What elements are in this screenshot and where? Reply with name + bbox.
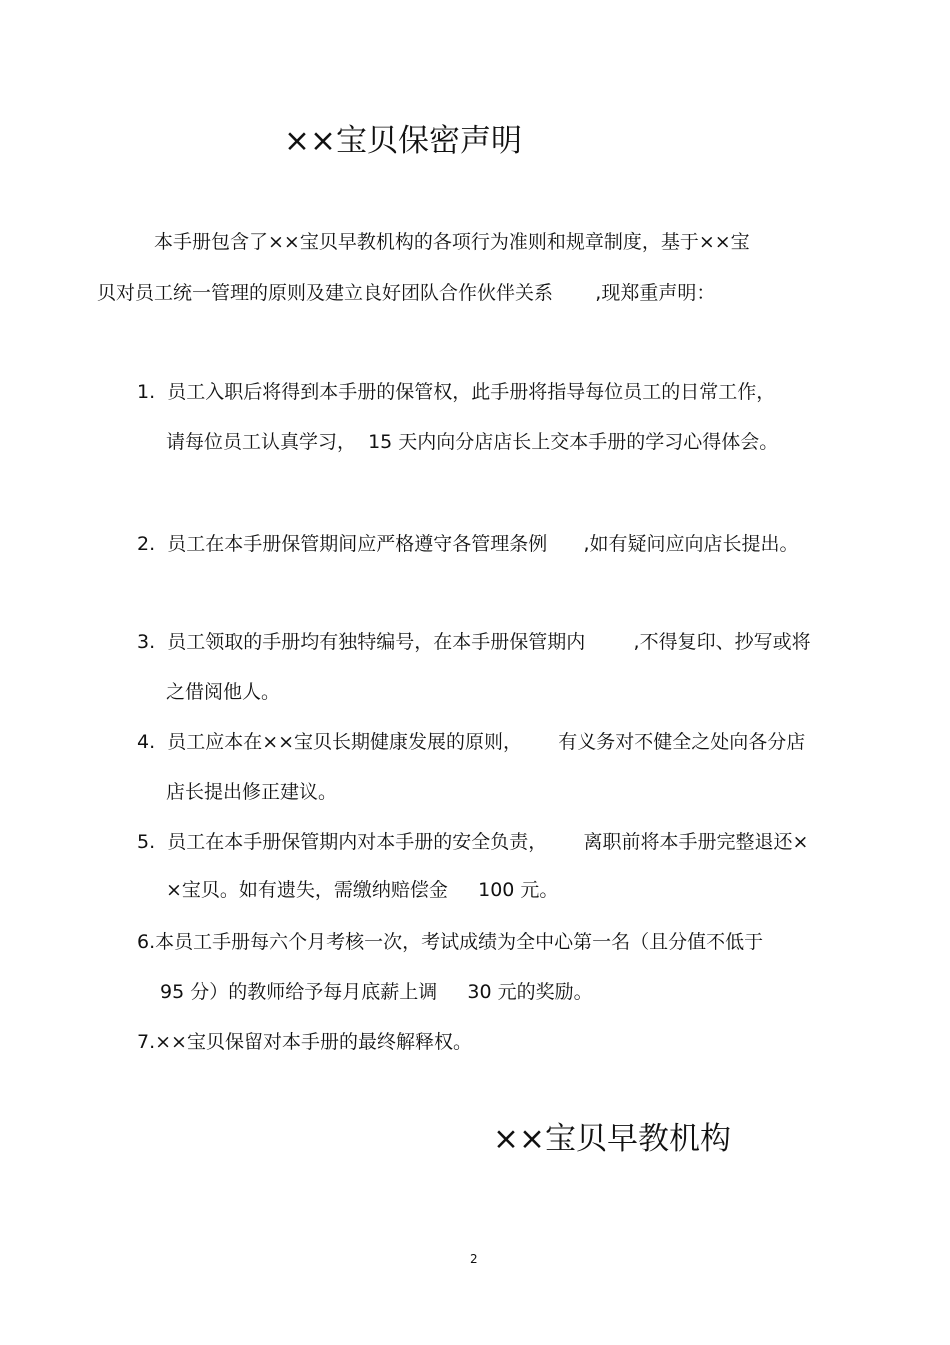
item-6-line-1: 6.本员工手册每六个月考核一次，考试成绩为全中心第一名（且分值不低于	[137, 931, 764, 953]
document-title: ××宝贝保密声明	[284, 123, 522, 159]
intro-line-2: 贝对员工统一管理的原则及建立良好团队合作伙伴关系 ,现郑重声明：	[97, 282, 716, 304]
item-2-line-1: 2. 员工在本手册保管期间应严格遵守各管理条例 ,如有疑问应向店长提出。	[137, 533, 799, 555]
item-7-line-1: 7.××宝贝保留对本手册的最终解释权。	[137, 1031, 472, 1053]
item-1-line-1: 1. 员工入职后将得到本手册的保管权，此手册将指导每位员工的日常工作，	[137, 381, 776, 403]
item-4-line-2: 店长提出修正建议。	[166, 781, 338, 803]
item-5-line-1: 5. 员工在本手册保管期内对本手册的安全负责， 离职前将本手册完整退还×	[137, 831, 809, 853]
item-1-line-2: 请每位员工认真学习， 15 天内向分店店长上交本手册的学习心得体会。	[166, 431, 779, 453]
item-4-line-1: 4. 员工应本在××宝贝长期健康发展的原则， 有义务对不健全之处向各分店	[137, 731, 806, 753]
item-3-line-2: 之借阅他人。	[166, 681, 281, 703]
page-number: 2	[470, 1252, 478, 1266]
item-3-line-1: 3. 员工领取的手册均有独特编号，在本手册保管期内 ,不得复印、抄写或将	[137, 631, 811, 653]
signature: ××宝贝早教机构	[493, 1121, 731, 1157]
item-5-line-2: ×宝贝。如有遗失，需缴纳赔偿金 100 元。	[166, 879, 559, 901]
item-6-line-2: 95 分）的教师给予每月底薪上调 30 元的奖励。	[160, 981, 593, 1003]
intro-line-1: 本手册包含了××宝贝早教机构的各项行为准则和规章制度，基于××宝	[154, 231, 750, 253]
